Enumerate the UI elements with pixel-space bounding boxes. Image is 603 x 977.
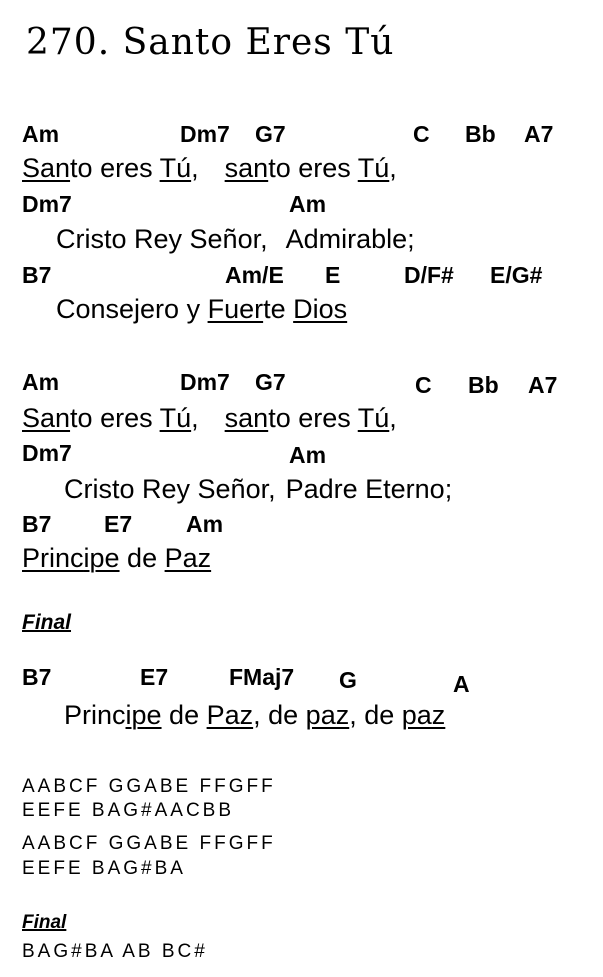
chord: B7 xyxy=(22,664,52,690)
lyric-line: Santo eres Tú, santo eres Tú, xyxy=(22,403,397,433)
chord: A7 xyxy=(524,121,554,147)
notes-line: EEFE BAG#BA xyxy=(22,858,186,879)
chord: D/F# xyxy=(404,262,454,288)
chord: Am xyxy=(289,191,327,217)
lyric-line: Santo eres Tú, santo eres Tú, xyxy=(22,153,397,183)
chord: Bb xyxy=(468,372,499,398)
final-section-label: Final xyxy=(22,611,72,634)
chord: Am xyxy=(186,511,224,537)
chord: E7 xyxy=(140,664,169,690)
chord: Am xyxy=(289,442,327,468)
chord: Dm7 xyxy=(180,121,230,147)
notes-final-label: Final xyxy=(22,912,67,933)
notes-line: AABCF GGABE FFGFF xyxy=(22,776,276,797)
chord: Am xyxy=(22,369,60,395)
chord: G xyxy=(339,667,357,693)
chord: A7 xyxy=(528,372,558,398)
lyric-line: Principe de Paz, de paz, de paz xyxy=(64,700,446,730)
chord: C xyxy=(413,121,430,147)
chord: B7 xyxy=(22,262,52,288)
lyric-line: Cristo Rey Señor, Padre Eterno; xyxy=(64,474,453,504)
chord: Dm7 xyxy=(180,369,230,395)
chord: Am/E xyxy=(225,262,284,288)
chord: G7 xyxy=(255,121,286,147)
notes-line: AABCF GGABE FFGFF xyxy=(22,833,276,854)
notes-final-line: BAG#BA AB BC# xyxy=(22,941,208,962)
chord: B7 xyxy=(22,511,52,537)
lyric-line: Principe de Paz xyxy=(22,543,212,573)
song-title: 270. Santo Eres Tú xyxy=(26,22,395,63)
chord: Dm7 xyxy=(22,440,72,466)
lyric-line: Consejero y Fuerte Dios xyxy=(56,294,348,324)
notes-line: EEFE BAG#AACBB xyxy=(22,800,235,821)
chord: E xyxy=(325,262,341,288)
chord: E/G# xyxy=(490,262,543,288)
chord: A xyxy=(453,671,470,697)
chord: C xyxy=(415,372,432,398)
chord: E7 xyxy=(104,511,133,537)
chord: Bb xyxy=(465,121,496,147)
chord: Am xyxy=(22,121,60,147)
chord: FMaj7 xyxy=(229,664,295,690)
lyric-line: Cristo Rey Señor, Admirable; xyxy=(56,224,415,254)
chord: G7 xyxy=(255,369,286,395)
chord: Dm7 xyxy=(22,191,72,217)
